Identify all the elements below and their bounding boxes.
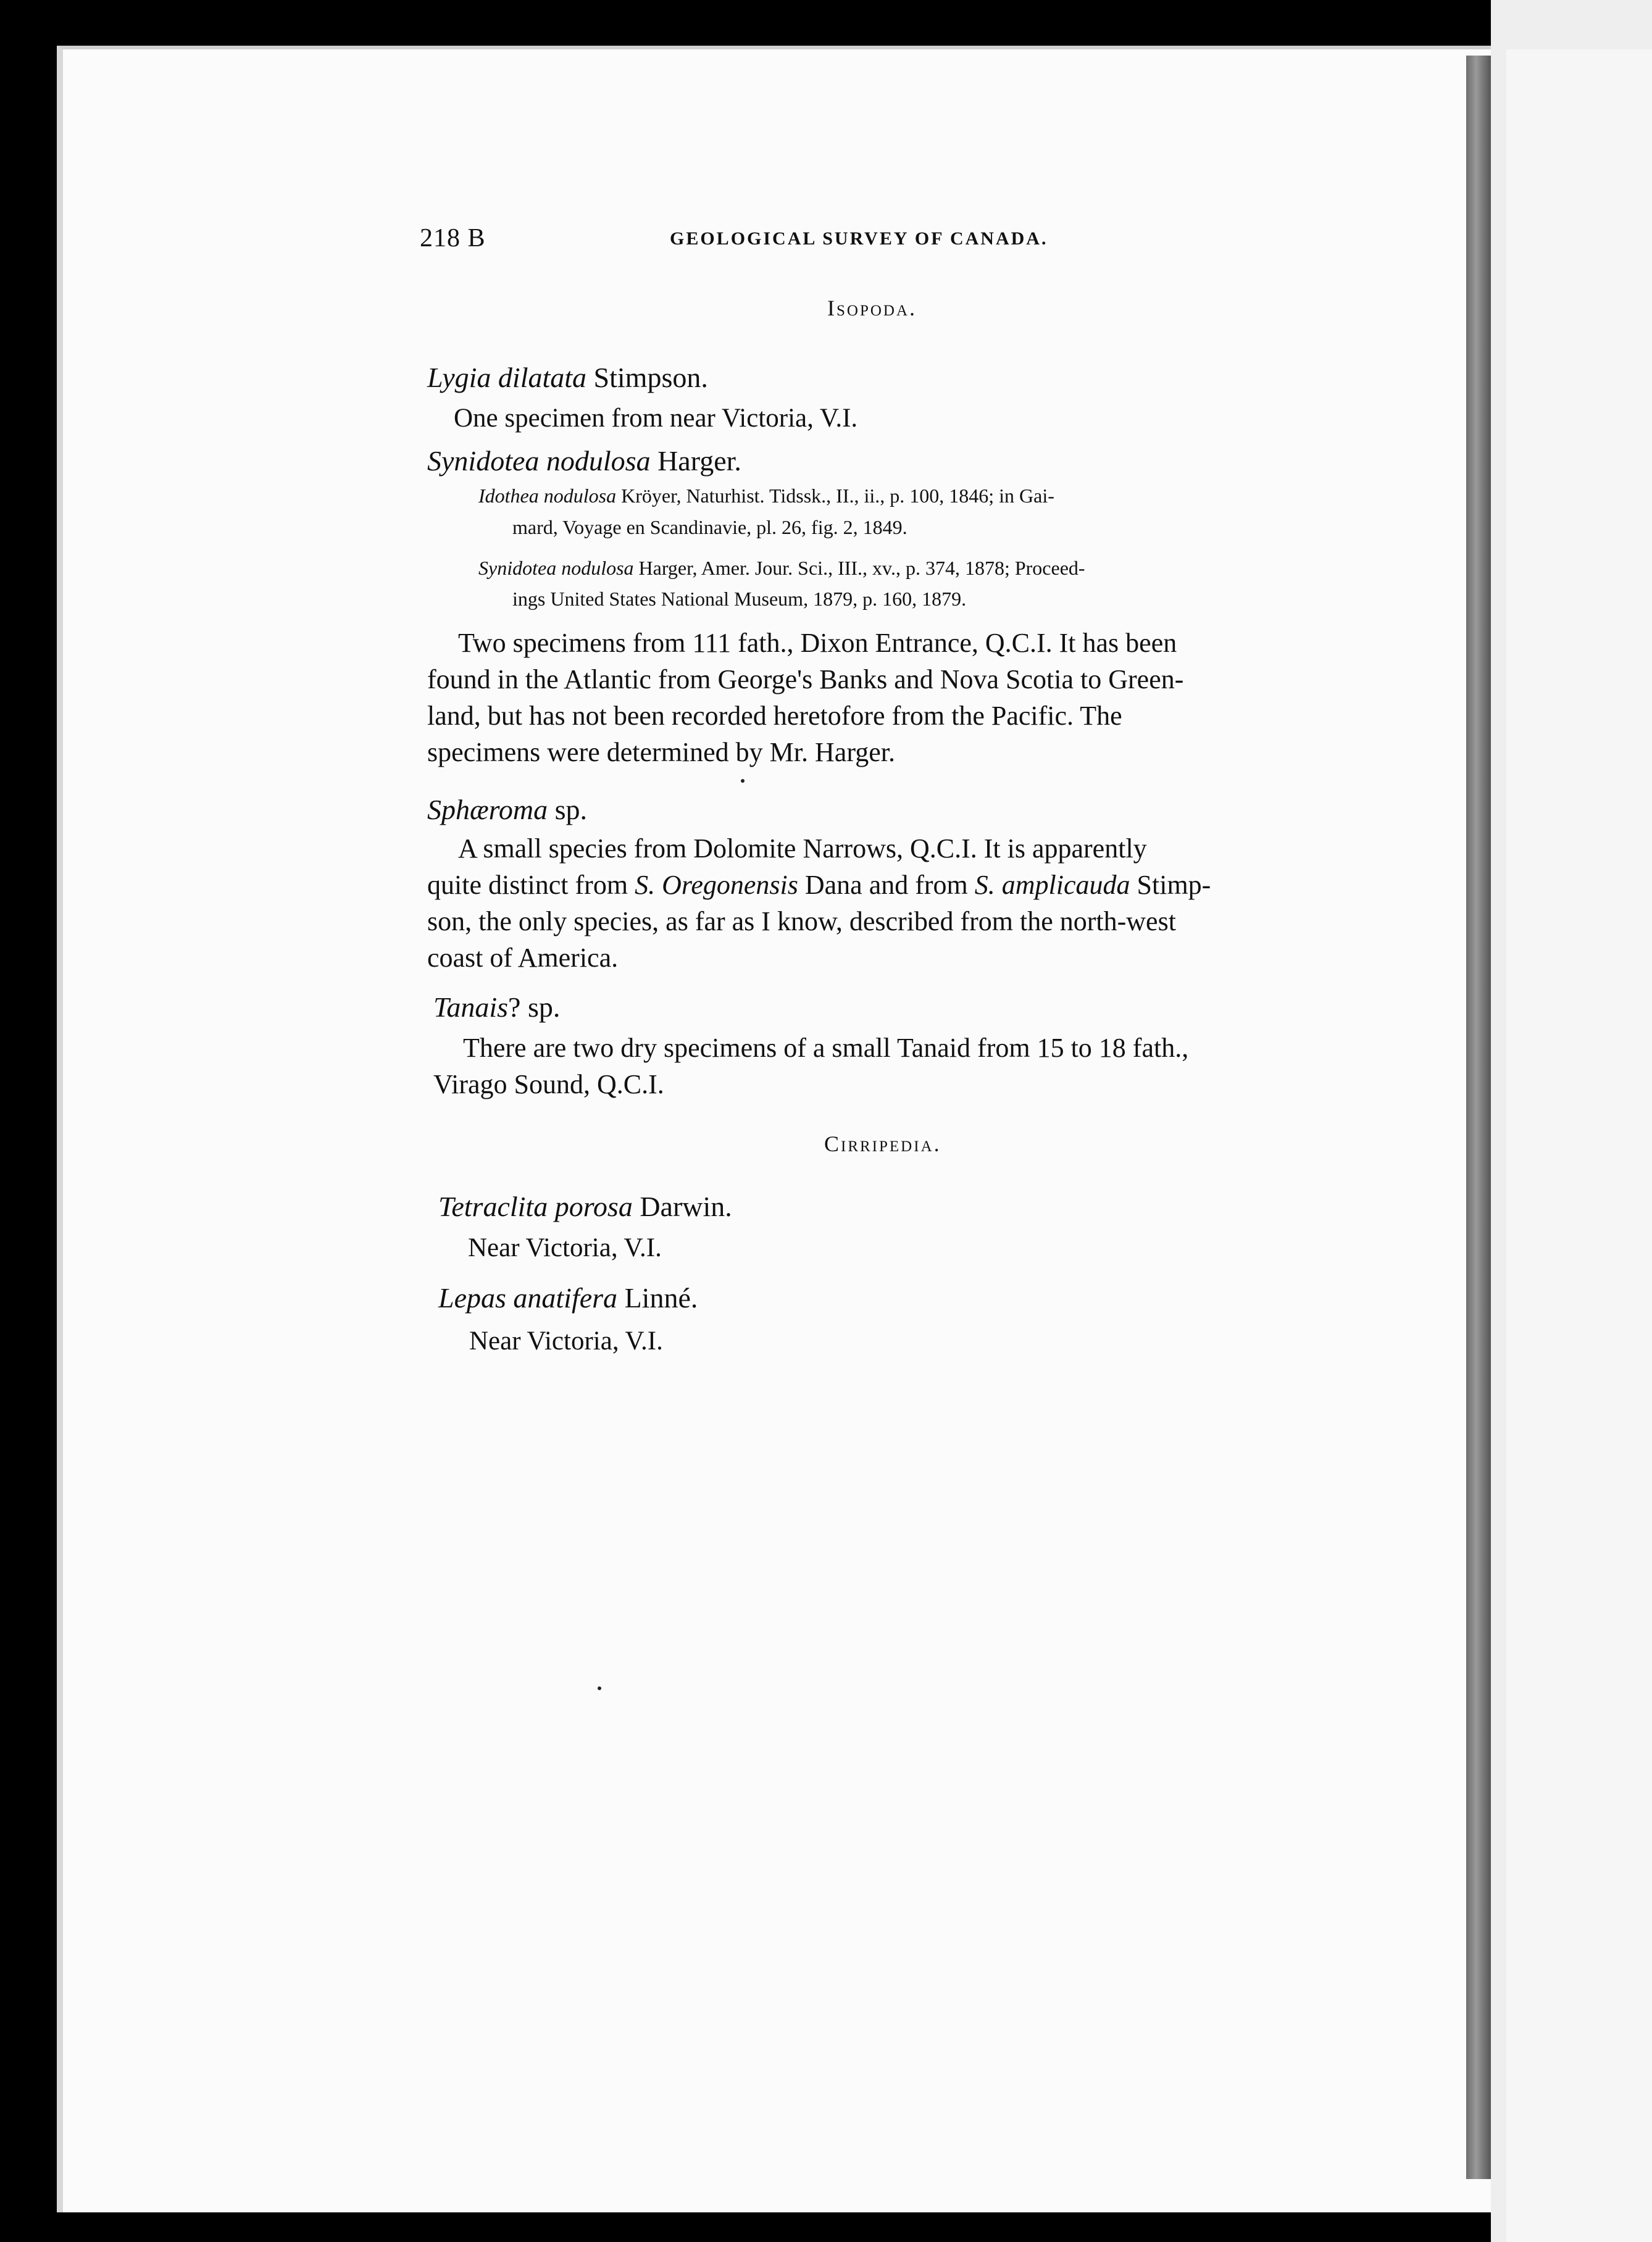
paragraph: Two specimens from 111 fath., Dixon Entrance, Q.C.I. It has been found in the Atlantic from George's Banks and Nova Scotia to Green- land, but has not been recorded heretofore from the Pacific. The specimens were determined by Mr. Harger.: [427, 628, 1184, 767]
section-heading-isopoda: Isopoda.: [827, 296, 917, 320]
species-synidotea: [427, 444, 741, 477]
species-tetraclita: [438, 1190, 732, 1223]
reference-name: Idothea nodulosa: [478, 485, 617, 507]
species-tanais: [433, 991, 560, 1023]
species-note: One specimen from near Victoria, V.I.: [454, 404, 858, 433]
page-number: 218 B: [420, 224, 486, 252]
scan-speck: [741, 779, 745, 783]
reference-line: ings United States National Museum, 1879, p. 160, 1879.: [512, 588, 967, 610]
adjacent-page-inner: [1506, 49, 1652, 2242]
paragraph: A small species from Dolomite Narrows, Q.C.I. It is apparently quite distinct from S. Oregonensis Dana and from S. amplicauda Stimp- son, the only species, as far as I know, described from the north-west coast of America.: [427, 833, 1211, 973]
scanned-page: [57, 46, 1520, 2212]
species-author: Harger.: [650, 445, 741, 477]
species-name: Lygia dilatata: [427, 362, 587, 393]
species-author: ? sp.: [508, 991, 561, 1023]
species-name: Tetraclita porosa: [438, 1191, 633, 1222]
species-author: Stimpson.: [586, 362, 708, 393]
species-author: sp.: [548, 794, 588, 825]
species-name: Tanais: [433, 991, 509, 1023]
species-author: Linné.: [617, 1282, 698, 1314]
reference-name: Synidotea nodulosa: [478, 557, 634, 579]
scan-speck: [598, 1686, 601, 1690]
species-sphaeroma: [427, 793, 587, 826]
species-name: Sphæroma: [427, 794, 548, 825]
page-binding-edge: [1466, 56, 1491, 2179]
species-author: Darwin.: [632, 1191, 732, 1222]
reference-line: Synidotea nodulosa Harger, Amer. Jour. Sci., III., xv., p. 374, 1878; Proceed-: [478, 557, 1085, 579]
species-name: Synidotea nodulosa: [427, 445, 651, 477]
running-title: GEOLOGICAL SURVEY OF CANADA.: [670, 228, 1048, 249]
species-lepas: [438, 1281, 698, 1314]
species-lygia: [427, 361, 708, 394]
section-heading-cirripedia: Cirripedia.: [824, 1131, 941, 1156]
species-name: Lepas anatifera: [438, 1282, 618, 1314]
species-note: Near Victoria, V.I.: [468, 1233, 662, 1262]
reference-line: mard, Voyage en Scandinavie, pl. 26, fig. 2, 1849.: [512, 516, 907, 538]
running-header: [420, 223, 1383, 260]
paragraph: There are two dry specimens of a small Tanaid from 15 to 18 fath., Virago Sound, Q.C.I.: [433, 1033, 1189, 1099]
species-note: Near Victoria, V.I.: [469, 1327, 663, 1356]
reference-line: Idothea nodulosa Kröyer, Naturhist. Tidssk., II., ii., p. 100, 1846; in Gai-: [478, 485, 1054, 507]
